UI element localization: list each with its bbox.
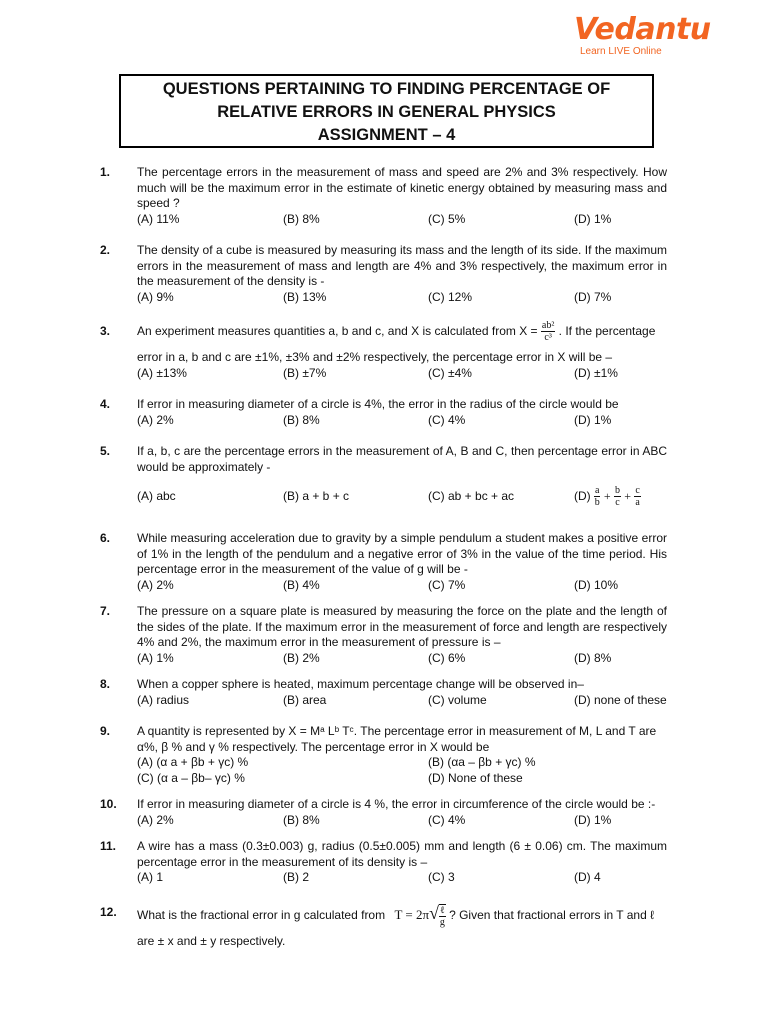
- option-b: (B) 8%: [283, 211, 320, 226]
- option-a: (A) 9%: [137, 289, 174, 304]
- option-a: (A) 1: [137, 870, 164, 884]
- options-row: [137, 870, 667, 886]
- options-row: [137, 212, 667, 228]
- option-b: (B) 2: [283, 870, 310, 884]
- options-row: [137, 481, 667, 511]
- option-c: (C) ab + bc + ac: [428, 489, 515, 503]
- option-c: (C) 5%: [428, 211, 466, 226]
- option-b: (B) 2%: [283, 650, 320, 665]
- option-d: (D) ±1%: [574, 365, 618, 380]
- fraction-denominator: c³: [544, 332, 552, 344]
- option-d: (D) 1%: [574, 412, 612, 427]
- question-text-part-3: are ± x and ± y respectively.: [137, 934, 286, 948]
- options-row-2: [137, 771, 667, 787]
- option-b: (B) a + b + c: [283, 489, 350, 503]
- option-a: (A) 11%: [137, 211, 180, 226]
- fraction-denominator: a: [635, 497, 640, 509]
- vedantu-logo: [574, 12, 711, 62]
- question-text: If error in measuring diameter of a circle is 4%, the error in the radius of the circle would be: [137, 397, 619, 411]
- question-text-part-2: . If the percentage: [558, 324, 656, 338]
- question-number: 2.: [100, 243, 111, 257]
- question-number: 9.: [100, 724, 111, 738]
- option-d: (D) 8%: [574, 650, 612, 665]
- title-line-3: ASSIGNMENT – 4: [317, 126, 456, 144]
- fraction-numerator: c: [635, 485, 640, 497]
- option-b: (B) 13%: [283, 289, 327, 304]
- option-c: (C) volume: [428, 692, 487, 707]
- option-c: (C) 12%: [428, 289, 473, 304]
- options-row: [137, 813, 667, 829]
- option-c: (C) 4%: [428, 412, 466, 427]
- question-number: 7.: [100, 604, 111, 618]
- question-text: While measuring acceleration due to gravity by a simple pendulum a student makes a positive error of 1% in the length of the pendulum and a negative error of 3% in the value of the time period. His percentage error in the measurement of the value of g will be -: [137, 531, 667, 576]
- option-d: (D) 4: [574, 870, 601, 884]
- formula-lhs: T = 2π: [394, 907, 430, 922]
- option-a: (A) 1%: [137, 650, 174, 665]
- options-row: [137, 578, 667, 594]
- formula-fraction: [541, 320, 555, 343]
- question-text: If a, b, c are the percentage errors in the measurement of A, B and C, then percentage error in ABC would be approximately -: [137, 444, 667, 474]
- options-row: [137, 651, 667, 667]
- option-b: (B) 8%: [283, 812, 320, 827]
- fraction-numerator: ab²: [541, 320, 555, 332]
- formula-fraction: [439, 904, 446, 928]
- question-number: 3.: [100, 324, 111, 338]
- option-c: (C) 3: [428, 870, 455, 884]
- fraction-a-over-b: [594, 485, 600, 508]
- logo-wordmark: Vedantu: [574, 12, 711, 47]
- fraction-numerator: b: [614, 485, 620, 497]
- options-row-1: [137, 755, 667, 771]
- fraction-numerator: ℓ: [439, 904, 445, 916]
- question-text: A wire has a mass (0.3±0.003) g, radius (0.5±0.005) mm and length (6 ± 0.06) cm. The maximum percentage error in the measurement of its density is –: [137, 839, 667, 869]
- option-a: (A) abc: [137, 489, 176, 503]
- option-a: (A) 2%: [137, 412, 174, 427]
- fraction-b-over-c: [614, 485, 621, 508]
- option-b: (B) area: [283, 692, 327, 707]
- sqrt-symbol: √: [429, 903, 439, 923]
- option-d: (D) None of these: [428, 771, 523, 785]
- option-a: (A) (α a + βb + γc) %: [137, 755, 249, 769]
- plus-sign: +: [603, 489, 611, 503]
- fraction-denominator: c: [615, 497, 620, 509]
- question-number: 5.: [100, 444, 111, 458]
- question-number: 12.: [100, 905, 117, 919]
- question-text: When a copper sphere is heated, maximum percentage change will be observed in–: [137, 677, 584, 691]
- option-d: (D) 1%: [574, 211, 612, 226]
- question-number: 8.: [100, 677, 111, 691]
- option-d: (D) 7%: [574, 289, 612, 304]
- options-row: [137, 366, 667, 382]
- question-number: 6.: [100, 531, 111, 545]
- question-number: 11.: [100, 839, 117, 853]
- option-a: (A) radius: [137, 692, 190, 707]
- question-text-part-1: An experiment measures quantities a, b and c, and X is calculated from X =: [137, 324, 538, 338]
- question-text: The percentage errors in the measurement of mass and speed are 2% and 3% respectively. How much will be the maximum error in the estimate of kinetic energy obtained by measuring mass and speed ?: [137, 165, 667, 210]
- question-text: The density of a cube is measured by measuring its mass and the length of its side. If the maximum errors in the measurement of mass and length are 4% and 3% respectively, the maximum error in the measurement of the density is -: [137, 243, 667, 288]
- option-a: (A) 2%: [137, 812, 174, 827]
- option-b: (B) 4%: [283, 577, 320, 592]
- question-number: 4.: [100, 397, 111, 411]
- option-b: (B) (αa – βb + γc) %: [428, 755, 536, 769]
- question-text-part-1: What is the fractional error in g calculated from: [137, 908, 386, 922]
- option-c: (C) 4%: [428, 812, 466, 827]
- option-a: (A) ±13%: [137, 365, 187, 380]
- question-text-part-1: A quantity is represented by X = Mᵃ Lᵇ Tᶜ. The percentage error in measurement of M, L and T are: [137, 724, 657, 738]
- options-row: [137, 413, 667, 429]
- option-d-label: (D): [574, 489, 591, 503]
- option-d: (D) none of these: [574, 692, 667, 707]
- title-line-1: QUESTIONS PERTAINING TO FINDING PERCENTAGE OF: [162, 80, 611, 98]
- option-d: [574, 481, 641, 511]
- question-text: The pressure on a square plate is measured by measuring the force on the plate and the length of the sides of the plate. If the maximum error in the measurement of force and length are respectively 4% and 2%, the maximum error in the measurement of pressure is –: [137, 604, 667, 649]
- question-text: If error in measuring diameter of a circle is 4 %, the error in circumference of the circle would be :-: [137, 797, 656, 811]
- fraction-c-over-a: [634, 485, 640, 508]
- option-c: (C) 6%: [428, 650, 466, 665]
- fraction-denominator: g: [439, 916, 445, 928]
- option-b: (B) 8%: [283, 412, 320, 427]
- plus-sign: +: [624, 489, 632, 503]
- logo-tagline: Learn LIVE Online: [580, 46, 662, 57]
- option-d: (D) 10%: [574, 577, 619, 592]
- question-text-part-2: ? Given that fractional errors in T and ℓ: [449, 908, 654, 922]
- question-number: 10.: [100, 797, 117, 811]
- options-row: [137, 693, 667, 709]
- option-c: (C) (α a – βb– γc) %: [137, 771, 245, 785]
- option-b: (B) ±7%: [283, 365, 327, 380]
- options-row: [137, 290, 667, 306]
- assignment-title-box: [119, 74, 654, 148]
- question-text-part-2: α%, β % and γ % respectively. The percentage error in X would be: [137, 739, 490, 754]
- question-number: 1.: [100, 165, 111, 179]
- option-c: (C) 7%: [428, 577, 466, 592]
- option-a: (A) 2%: [137, 577, 174, 592]
- option-d: (D) 1%: [574, 812, 612, 827]
- fraction-numerator: a: [595, 485, 600, 497]
- option-c: (C) ±4%: [428, 365, 472, 380]
- title-line-2: RELATIVE ERRORS IN GENERAL PHYSICS: [217, 103, 556, 121]
- fraction-denominator: b: [594, 497, 600, 509]
- question-text-part-3: error in a, b and c are ±1%, ±3% and ±2% respectively, the percentage error in X will be –: [137, 350, 613, 364]
